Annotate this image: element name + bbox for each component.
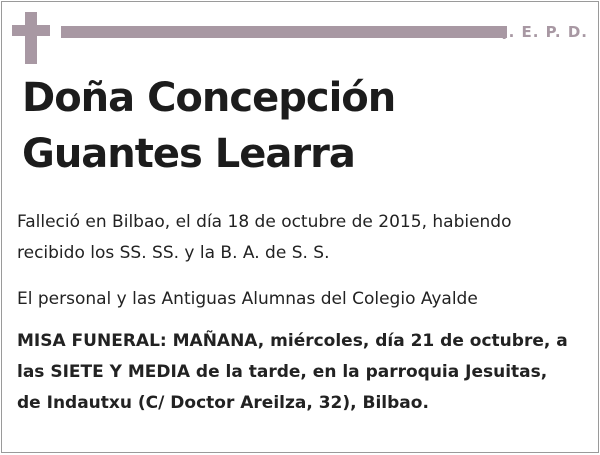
- death-notice: [17, 207, 592, 269]
- deceased-name-line-1: Doña Concepción: [22, 75, 396, 121]
- deceased-name-line-2: Guantes Learra: [22, 131, 355, 177]
- header-rule: [61, 26, 507, 38]
- obituary-card: [1, 1, 599, 453]
- mourners-line: El personal y las Antiguas Alumnas del Colegio Ayalde: [17, 289, 478, 309]
- funeral-mass-details: [17, 326, 592, 419]
- funeral-line-2: las SIETE Y MEDIA de la tarde, en la parroquia Jesuitas,: [17, 362, 548, 382]
- death-notice-line-2: recibido los SS. SS. y la B. A. de S. S.: [17, 243, 330, 263]
- cross-icon: [12, 12, 52, 64]
- obituary-text: [17, 207, 592, 419]
- qepd-label: Q. E. P. D.: [494, 23, 588, 41]
- funeral-line-3: de Indautxu (C/ Doctor Areilza, 32), Bilbao.: [17, 393, 429, 413]
- deceased-name: [22, 70, 395, 182]
- funeral-line-1: MISA FUNERAL: MAÑANA, miércoles, día 21 de octubre, a: [17, 331, 568, 351]
- death-notice-line-1: Falleció en Bilbao, el día 18 de octubre de 2015, habiendo: [17, 212, 512, 232]
